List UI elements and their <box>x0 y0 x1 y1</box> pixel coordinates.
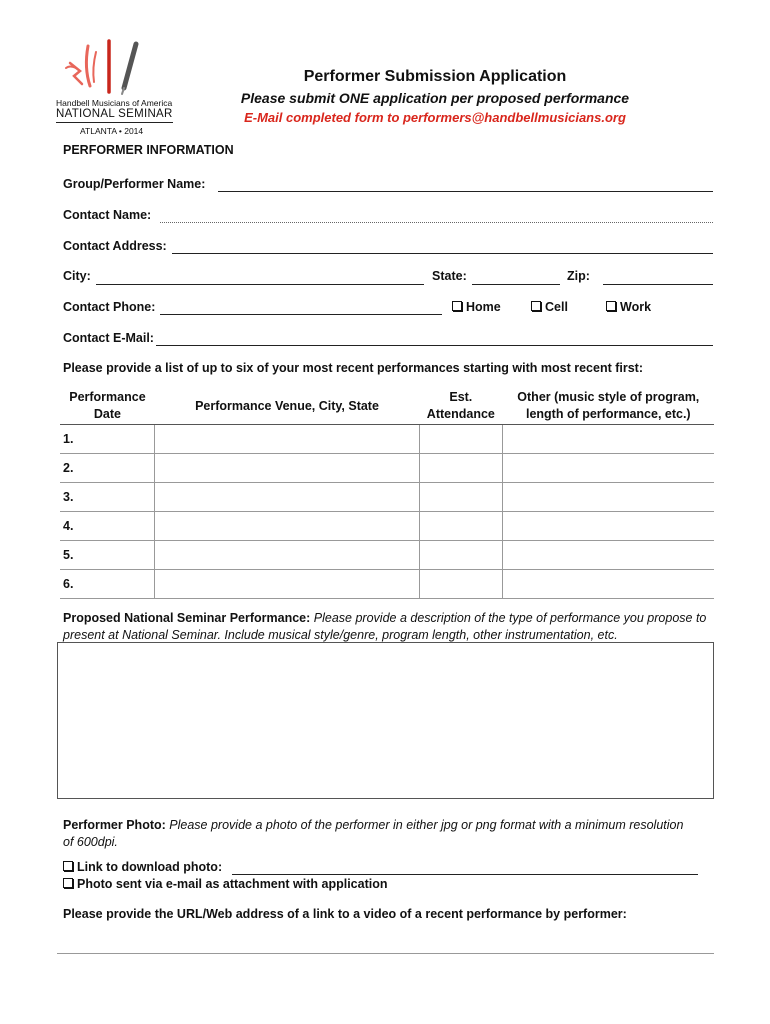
col-venue-header: Performance Venue, City, State <box>155 388 419 425</box>
video-url-field[interactable] <box>57 953 714 954</box>
performances-intro: Please provide a list of up to six of your most recent performances starting with most recent first: <box>63 361 643 375</box>
photo-text-1: Please provide a photo of the performer in either jpg or png format with a minimum resolution <box>169 818 684 832</box>
contact-name-field[interactable] <box>160 222 713 223</box>
phone-home-option[interactable] <box>452 300 501 314</box>
photo-label: Performer Photo: <box>63 818 166 832</box>
contact-address-field[interactable] <box>172 253 713 254</box>
form-title: Performer Submission Application <box>303 68 567 85</box>
venue-cell[interactable] <box>155 425 419 454</box>
venue-cell[interactable] <box>155 483 419 512</box>
attendance-cell[interactable] <box>419 570 503 599</box>
photo-link-field[interactable] <box>232 874 698 875</box>
section-heading-performer-info: PERFORMER INFORMATION <box>63 143 234 157</box>
performances-table <box>60 388 714 599</box>
photo-email-option[interactable] <box>63 877 387 891</box>
table-row <box>60 512 714 541</box>
checkbox-icon[interactable] <box>452 301 462 311</box>
table-row <box>60 425 714 454</box>
other-cell[interactable] <box>503 512 714 541</box>
photo-link-option[interactable] <box>63 860 222 874</box>
phone-cell-label: Cell <box>545 300 568 314</box>
video-url-label: Please provide the URL/Web address of a link to a video of a recent performance by performer: <box>63 907 627 921</box>
proposal-text-2: present at National Seminar. Include musical style/genre, program length, other instrumentation, etc. <box>63 628 618 642</box>
contact-address-label: Contact Address: <box>63 239 167 253</box>
form-subtitle: Please submit ONE application per proposed performance <box>240 90 630 106</box>
venue-cell[interactable] <box>155 570 419 599</box>
row-number: 1. <box>60 425 155 454</box>
proposal-label: Proposed National Seminar Performance: <box>63 611 311 625</box>
other-cell[interactable] <box>503 425 714 454</box>
attendance-cell[interactable] <box>419 541 503 570</box>
checkbox-icon[interactable] <box>63 878 73 888</box>
other-cell[interactable] <box>503 541 714 570</box>
group-name-label: Group/Performer Name: <box>63 177 206 191</box>
proposal-instructions <box>63 610 723 644</box>
photo-instructions <box>63 817 723 851</box>
row-number: 3. <box>60 483 155 512</box>
proposal-text-1: Please provide a description of the type of performance you propose to <box>313 611 707 625</box>
zip-field[interactable] <box>603 284 713 285</box>
attendance-cell[interactable] <box>419 425 503 454</box>
table-row <box>60 541 714 570</box>
attendance-cell[interactable] <box>419 454 503 483</box>
zip-label: Zip: <box>567 269 590 283</box>
row-number: 5. <box>60 541 155 570</box>
logo-org: Handbell Musicians of America <box>56 98 173 108</box>
checkbox-icon[interactable] <box>531 301 541 311</box>
proposal-description-box[interactable] <box>57 642 714 799</box>
col-other-header: Other (music style of program, length of performance, etc.) <box>503 388 714 425</box>
logo-event: NATIONAL SEMINAR <box>56 108 173 123</box>
contact-name-label: Contact Name: <box>63 208 152 222</box>
other-cell[interactable] <box>503 483 714 512</box>
photo-text-2: of 600dpi. <box>63 835 118 849</box>
submission-email-note: E-Mail completed form to performers@handbellmusicians.org <box>244 110 626 125</box>
row-number: 4. <box>60 512 155 541</box>
contact-email-label: Contact E-Mail: <box>63 331 154 345</box>
venue-cell[interactable] <box>155 454 419 483</box>
state-field[interactable] <box>472 284 560 285</box>
table-row <box>60 570 714 599</box>
photo-email-label: Photo sent via e-mail as attachment with application <box>77 877 388 891</box>
table-row <box>60 454 714 483</box>
other-cell[interactable] <box>503 570 714 599</box>
row-number: 2. <box>60 454 155 483</box>
phone-work-label: Work <box>620 300 652 314</box>
logo-place: ATLANTA • 2014 <box>80 126 144 136</box>
attendance-cell[interactable] <box>419 483 503 512</box>
venue-cell[interactable] <box>155 512 419 541</box>
phone-cell-option[interactable] <box>531 300 568 314</box>
table-header-row <box>60 388 714 425</box>
attendance-cell[interactable] <box>419 512 503 541</box>
phone-work-option[interactable] <box>606 300 651 314</box>
state-label: State: <box>432 269 467 283</box>
group-name-field[interactable] <box>218 191 713 192</box>
city-label: City: <box>63 269 91 283</box>
col-date-header: Performance Date <box>60 388 155 425</box>
city-field[interactable] <box>96 284 424 285</box>
other-cell[interactable] <box>503 454 714 483</box>
row-number: 6. <box>60 570 155 599</box>
col-attendance-header: Est. Attendance <box>419 388 503 425</box>
checkbox-icon[interactable] <box>63 861 73 871</box>
photo-link-label: Link to download photo: <box>77 860 223 874</box>
contact-phone-field[interactable] <box>160 314 442 315</box>
contact-email-field[interactable] <box>156 345 713 346</box>
table-row <box>60 483 714 512</box>
phone-home-label: Home <box>466 300 501 314</box>
checkbox-icon[interactable] <box>606 301 616 311</box>
contact-phone-label: Contact Phone: <box>63 300 156 314</box>
venue-cell[interactable] <box>155 541 419 570</box>
